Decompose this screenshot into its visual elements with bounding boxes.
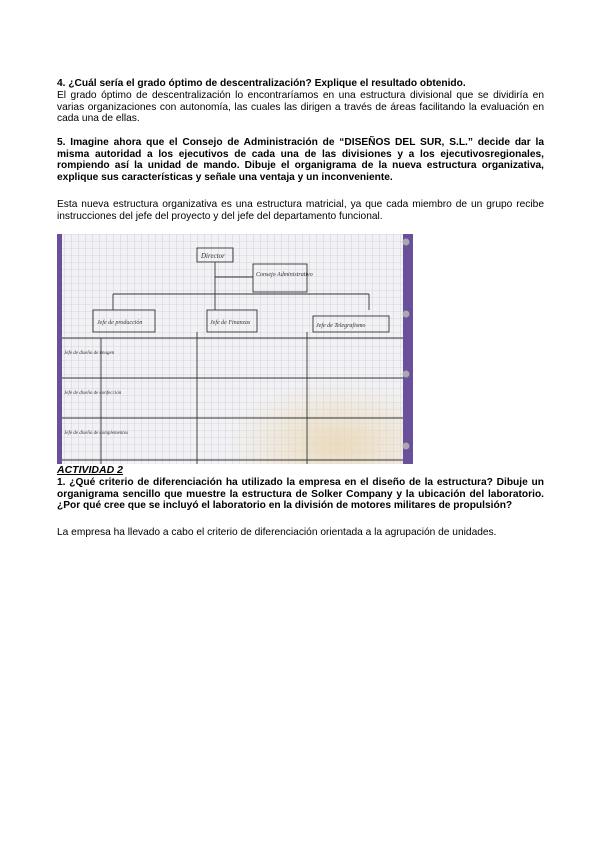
sketch-row-3: Jefe de diseño de complementos: [64, 431, 129, 436]
sketch-top-box: Director: [201, 252, 225, 260]
activity-2-answer-1: La empresa ha llevado a cabo el criterio de diferenciación orientada a la agrupación de unidades.: [57, 527, 497, 538]
sketch-col-2: Jefe de Finanzas: [210, 320, 251, 326]
question-4: 4. ¿Cuál sería el grado óptimo de descentralización? Explique el resultado obtenido.: [57, 78, 466, 89]
question-5: 5. Imagine ahora que el Consejo de Administración de “DISEÑOS DEL SUR, S.L.” decide dar la misma autoridad a los ejecutivos de cada una de las divisiones y a los ejecutivosregionales, rompiendo así la unidad de mando. Dibuje el organigrama de la nueva estructura organizativa, explique sus características y señale una ventaja y un inconveniente.: [57, 137, 544, 183]
sketch-col-3: Jefe de Telegrafismo: [316, 323, 366, 329]
sketch-col-1: Jefe de producción: [97, 320, 143, 326]
sketch-row-1: Jefe de diseño de imagen: [64, 351, 115, 356]
answer-5: Esta nueva estructura organizativa es una estructura matricial, ya que cada miembro de un grupo recibe instrucciones del jefe del proyecto y del jefe del departamento funcional.: [57, 199, 544, 222]
activity-2-question-1: 1. ¿Qué criterio de diferenciación ha utilizado la empresa en el diseño de la estructura? Dibuje un organigrama sencillo que muestre la estructura de Solker Company y la ubicación del laboratorio. ¿Por qué cree que se incluyó el laboratorio en la división de motores militares de propulsión?: [57, 477, 544, 512]
activity-2-title: ACTIVIDAD 2: [57, 464, 123, 476]
org-chart-sketch-photo: [57, 234, 413, 464]
sketch-row-2: Jefe de diseño de confección: [64, 391, 122, 396]
answer-4: El grado óptimo de descentralización lo encontraríamos en una estructura divisional que se dividiría en varias organizaciones con autonomía, las cuales las dirigen a través de áreas facilitando la evaluación en cada una de ellas.: [57, 90, 544, 125]
sketch-staff-box: Consejo Administrativo: [256, 272, 313, 278]
